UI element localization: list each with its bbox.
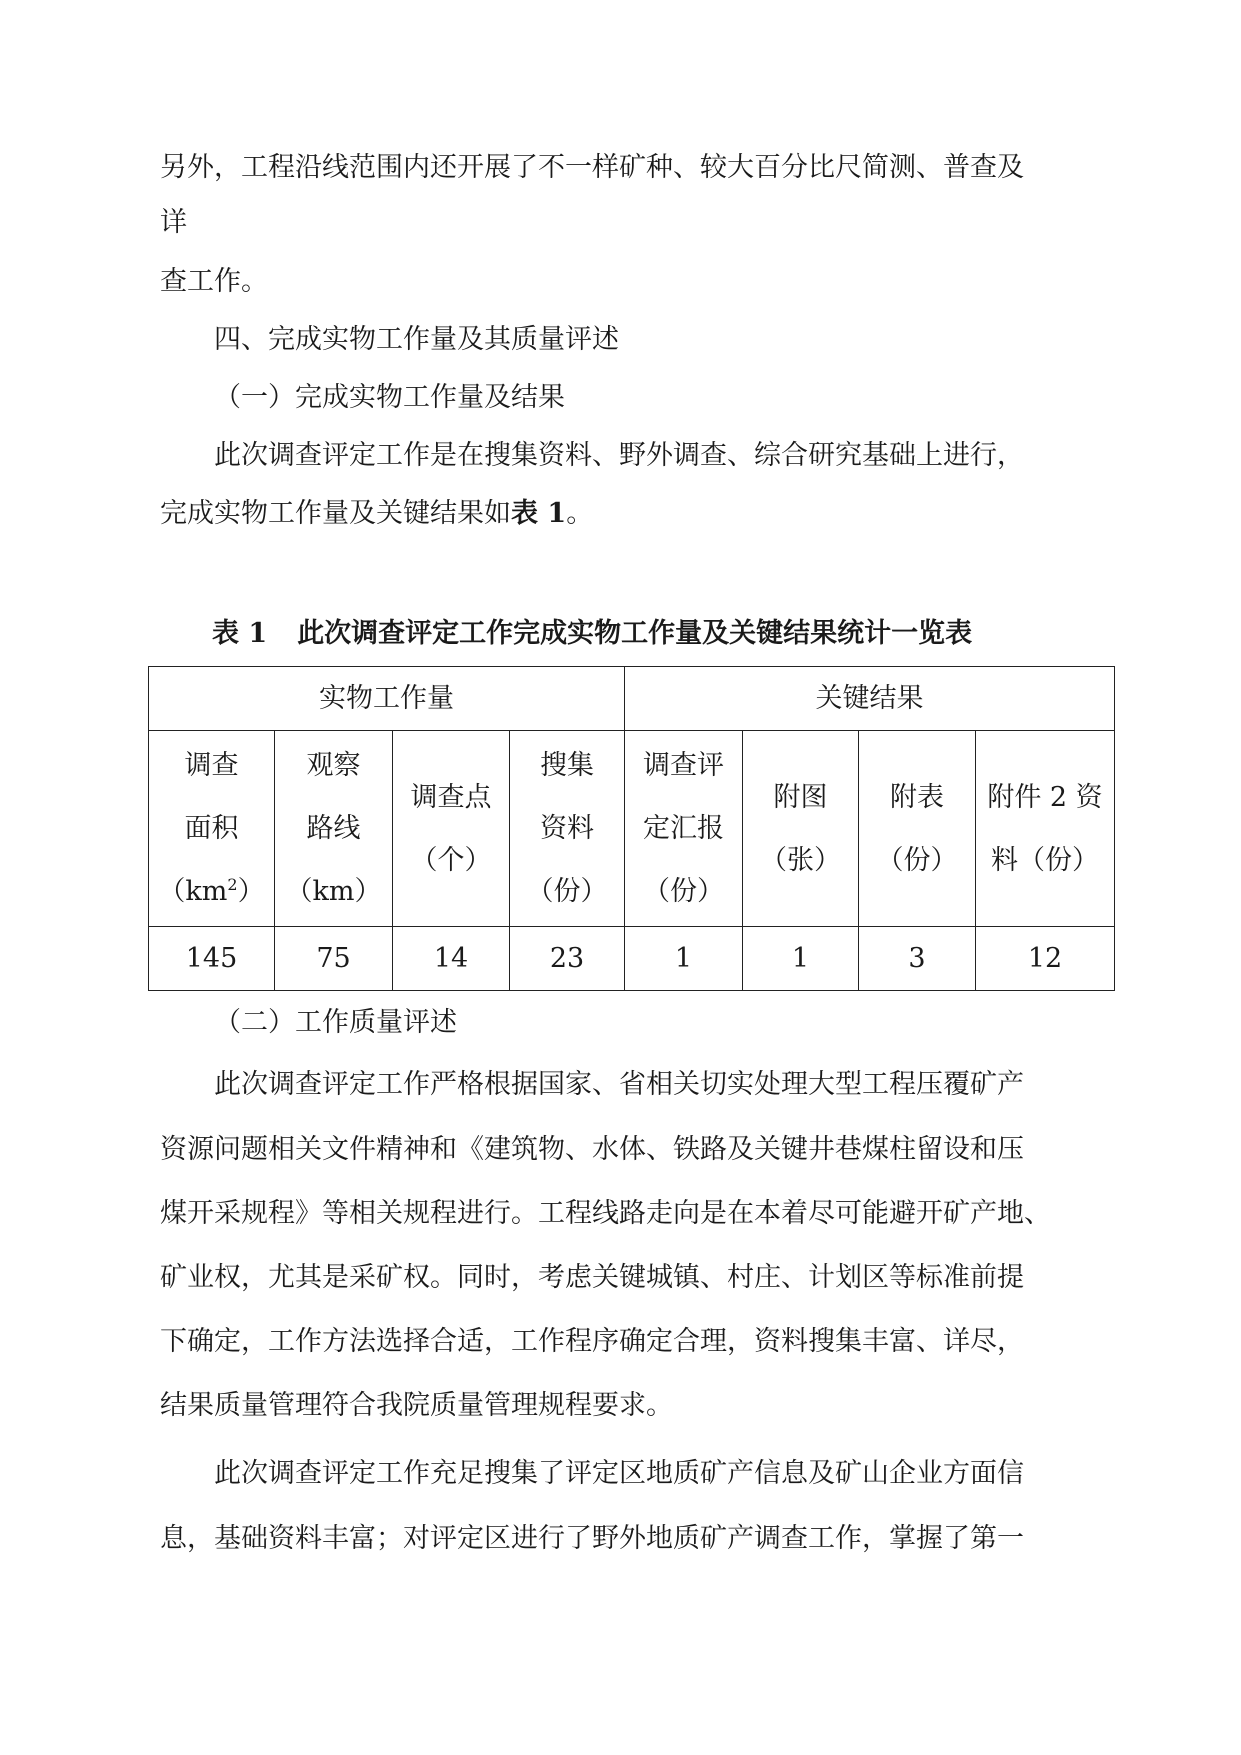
paragraph-line: 息，基础资料丰富；对评定区进行了野外地质矿产调查工作，掌握了第一 (160, 1523, 1024, 1554)
paragraph-line: 结果质量管理符合我院质量管理规程要求。 (160, 1390, 673, 1421)
table-caption-number: 表 1 (212, 618, 268, 649)
paragraph-line (160, 494, 1090, 534)
paragraph-line: 资源问题相关文件精神和《建筑物、水体、铁路及关键井巷煤柱留设和压 (160, 1134, 1024, 1165)
header-text-part: （km (158, 876, 228, 907)
column-header-figures (743, 731, 859, 927)
table-column-header-row (149, 731, 1115, 927)
table-group-header-row (149, 667, 1115, 731)
stats-table (148, 666, 1115, 991)
group-header-results: 关键结果 (625, 667, 1115, 731)
table-cell: 1 (625, 927, 743, 991)
column-header-area (149, 731, 275, 927)
table-reference: 表 1 (511, 498, 567, 529)
header-text: 观察 (306, 750, 361, 781)
table-cell: 23 (510, 927, 625, 991)
column-header-route (275, 731, 393, 927)
column-header-report (625, 731, 743, 927)
header-text: 调查 (184, 750, 239, 781)
paragraph-line: 煤开采规程》等相关规程进行。工程线路走向是在本着尽可能避开矿产地、 (160, 1198, 1051, 1229)
header-text: （份） (876, 844, 958, 876)
header-text: （个） (410, 844, 492, 876)
table-cell: 1 (743, 927, 859, 991)
table-caption-title: 此次调查评定工作完成实物工作量及关键结果统计一览表 (297, 618, 973, 649)
header-text: 调查点 (410, 781, 492, 813)
column-header-attachments (976, 731, 1115, 927)
table-cell: 12 (976, 927, 1115, 991)
table-cell: 75 (275, 927, 393, 991)
header-text: 附件 2 资 (987, 781, 1103, 813)
section-heading: 四、完成实物工作量及其质量评述 (214, 324, 619, 355)
paragraph-text: 完成实物工作量及关键结果如 (160, 498, 511, 529)
header-text: 附图 (773, 781, 828, 813)
header-text: 附表 (890, 781, 944, 813)
table-cell: 3 (859, 927, 976, 991)
table-row (149, 927, 1115, 991)
paragraph-text: 。 (566, 498, 594, 529)
header-text: 料（份） (991, 844, 1099, 876)
subsection-heading: （二）工作质量评述 (214, 1007, 457, 1038)
header-text: （份） (643, 876, 724, 907)
paragraph-line: 此次调查评定工作严格根据国家、省相关切实处理大型工程压覆矿产 (214, 1069, 1024, 1100)
column-header-tables (859, 731, 976, 927)
paragraph-line: 下确定，工作方法选择合适，工作程序确定合理，资料搜集丰富、详尽， (160, 1326, 1024, 1357)
header-text: （份） (526, 876, 608, 907)
paragraph-line: 另外，工程沿线范围内还开展了不一样矿种、较大百分比尺简测、普查及 (160, 152, 1024, 183)
header-text: （km） (285, 876, 382, 907)
subsection-heading: （一）完成实物工作量及结果 (214, 382, 565, 413)
superscript: 2 (227, 875, 238, 894)
header-text: （张） (760, 844, 841, 876)
header-text-part: ） (237, 876, 265, 907)
paragraph-line: 此次调查评定工作是在搜集资料、野外调查、综合研究基础上进行， (214, 440, 1024, 471)
table-cell: 145 (149, 927, 275, 991)
paragraph-line: 查工作。 (160, 266, 268, 297)
header-text: 调查评 (643, 750, 724, 781)
header-text (155, 860, 268, 923)
header-text: 资料 (540, 813, 594, 844)
header-text: 定汇报 (643, 813, 724, 844)
group-header-workload: 实物工作量 (149, 667, 625, 731)
header-text: 面积 (184, 813, 239, 844)
table-caption (212, 614, 972, 654)
header-text: 路线 (306, 813, 361, 844)
column-header-materials (510, 731, 625, 927)
column-header-points (393, 731, 510, 927)
paragraph-line: 此次调查评定工作充足搜集了评定区地质矿产信息及矿山企业方面信 (214, 1458, 1024, 1489)
table-cell: 14 (393, 927, 510, 991)
paragraph-line: 矿业权，尤其是采矿权。同时，考虑关键城镇、村庄、计划区等标准前提 (160, 1262, 1024, 1293)
header-text: 搜集 (540, 750, 594, 781)
paragraph-line: 详 (160, 207, 187, 238)
